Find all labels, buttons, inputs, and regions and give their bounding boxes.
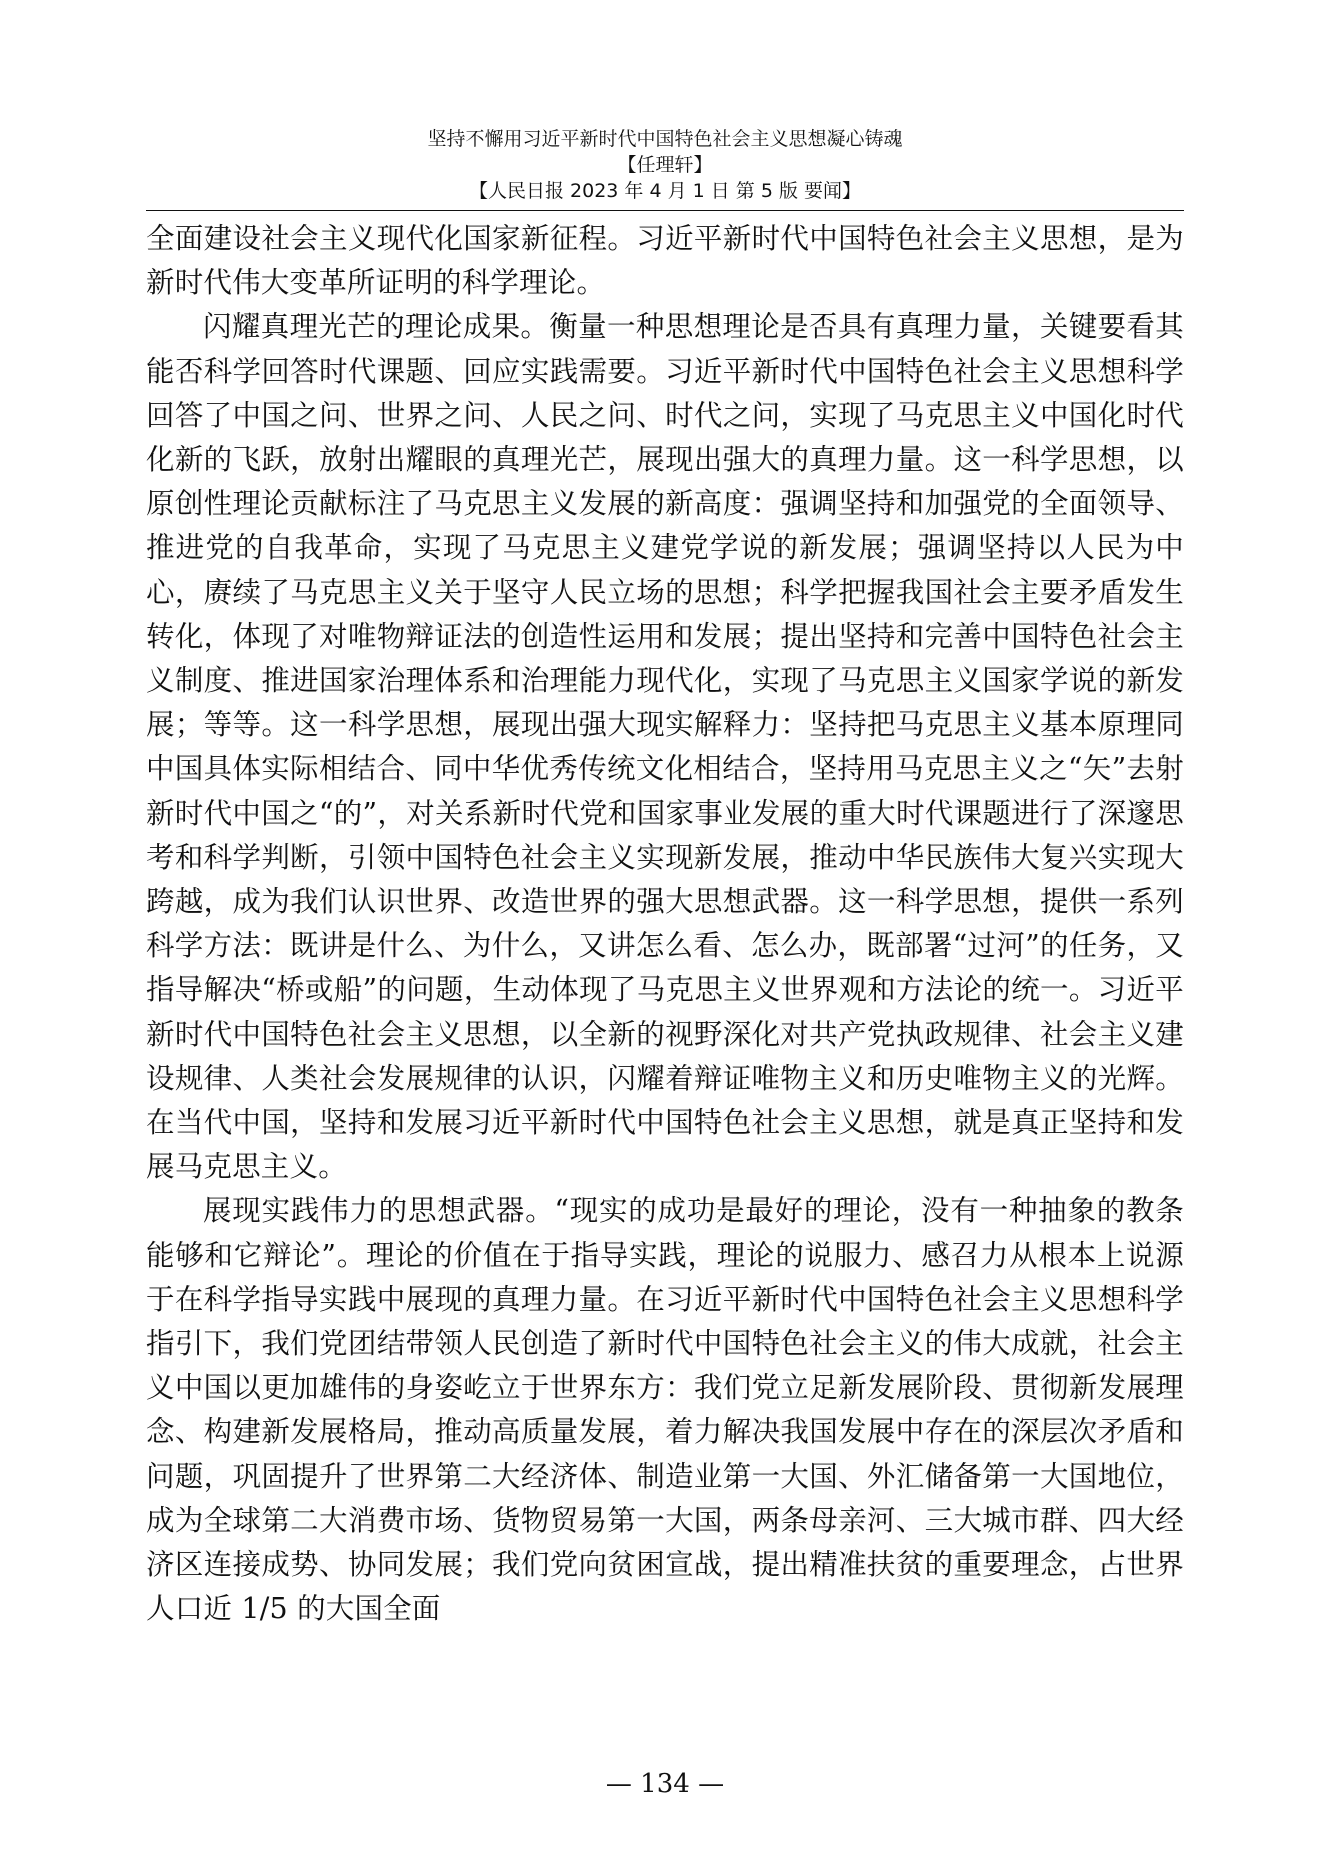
article-title: 坚持不懈用习近平新时代中国特色社会主义思想凝心铸魂 bbox=[427, 128, 903, 150]
page-number: — 134 — bbox=[605, 1769, 725, 1799]
article-source: 【人民日报 2023 年 4 月 1 日 第 5 版 要闻】 bbox=[468, 180, 861, 202]
paragraph-truth-light: 闪耀真理光芒的理论成果。衡量一种思想理论是否具有真理力量，关键要看其能否科学回答时代课题、回应实践需要。习近平新时代中国特色社会主义思想科学回答了中国之问、世界之问、人民之问、时代之问，实现了马克思主义中国化时代化新的飞跃，放射出耀眼的真理光芒，展现出强大的真理力量。这一科学思想，以原创性理论贡献标注了马克思主义发展的新高度：强调坚持和加强党的全面领导、推进党的自我革命，实现了马克思主义建党学说的新发展；强调坚持以人民为中心，赓续了马克思主义关于坚守人民立场的思想；科学把握我国社会主要矛盾发生转化，体现了对唯物辩证法的创造性运用和发展；提出坚持和完善中国特色社会主义制度、推进国家治理体系和治理能力现代化，实现了马克思主义国家学说的新发展；等等。这一科学思想，展现出强大现实解释力：坚持把马克思主义基本原理同中国具体实际相结合、同中华优秀传统文化相结合，坚持用马克思主义之“矢”去射新时代中国之“的”，对关系新时代党和国家事业发展的重大时代课题进行了深邃思考和科学判断，引领中国特色社会主义实现新发展，推动中华民族伟大复兴实现大跨越，成为我们认识世界、改造世界的强大思想武器。这一科学思想，提供一系列科学方法：既讲是什么、为什么，又讲怎么看、怎么办，既部署“过河”的任务，又指导解决“桥或船”的问题，生动体现了马克思主义世界观和方法论的统一。习近平新时代中国特色社会主义思想，以全新的视野深化对共产党执政规律、社会主义建设规律、人类社会发展规律的认识，闪耀着辩证唯物主义和历史唯物主义的光辉。在当代中国，坚持和发展习近平新时代中国特色社会主义思想，就是真正坚持和发展马克思主义。 bbox=[146, 310, 1184, 1184]
paragraph-continued: 全面建设社会主义现代化国家新征程。习近平新时代中国特色社会主义思想，是为新时代伟大变革所证明的科学理论。 bbox=[146, 222, 1184, 300]
header-divider bbox=[146, 210, 1184, 211]
article-body bbox=[146, 217, 1184, 1632]
article-author: 【任理轩】 bbox=[617, 154, 713, 176]
page-header bbox=[146, 126, 1184, 204]
paragraph-practice-power: 展现实践伟力的思想武器。“现实的成功是最好的理论，没有一种抽象的教条能够和它辩论”。理论的价值在于指导实践，理论的说服力、感召力从根本上说源于在科学指导实践中展现的真理力量。在习近平新时代中国特色社会主义思想科学指引下，我们党团结带领人民创造了新时代中国特色社会主义的伟大成就，社会主义中国以更加雄伟的身姿屹立于世界东方：我们党立足新发展阶段、贯彻新发展理念、构建新发展格局，推动高质量发展，着力解决我国发展中存在的深层次矛盾和问题，巩固提升了世界第二大经济体、制造业第一大国、外汇储备第一大国地位，成为全球第二大消费市场、货物贸易第一大国，两条母亲河、三大城市群、四大经济区连接成势、协同发展；我们党向贫困宣战，提出精准扶贫的重要理念，占世界人口近 1/5 的大国全面 bbox=[146, 1194, 1184, 1626]
